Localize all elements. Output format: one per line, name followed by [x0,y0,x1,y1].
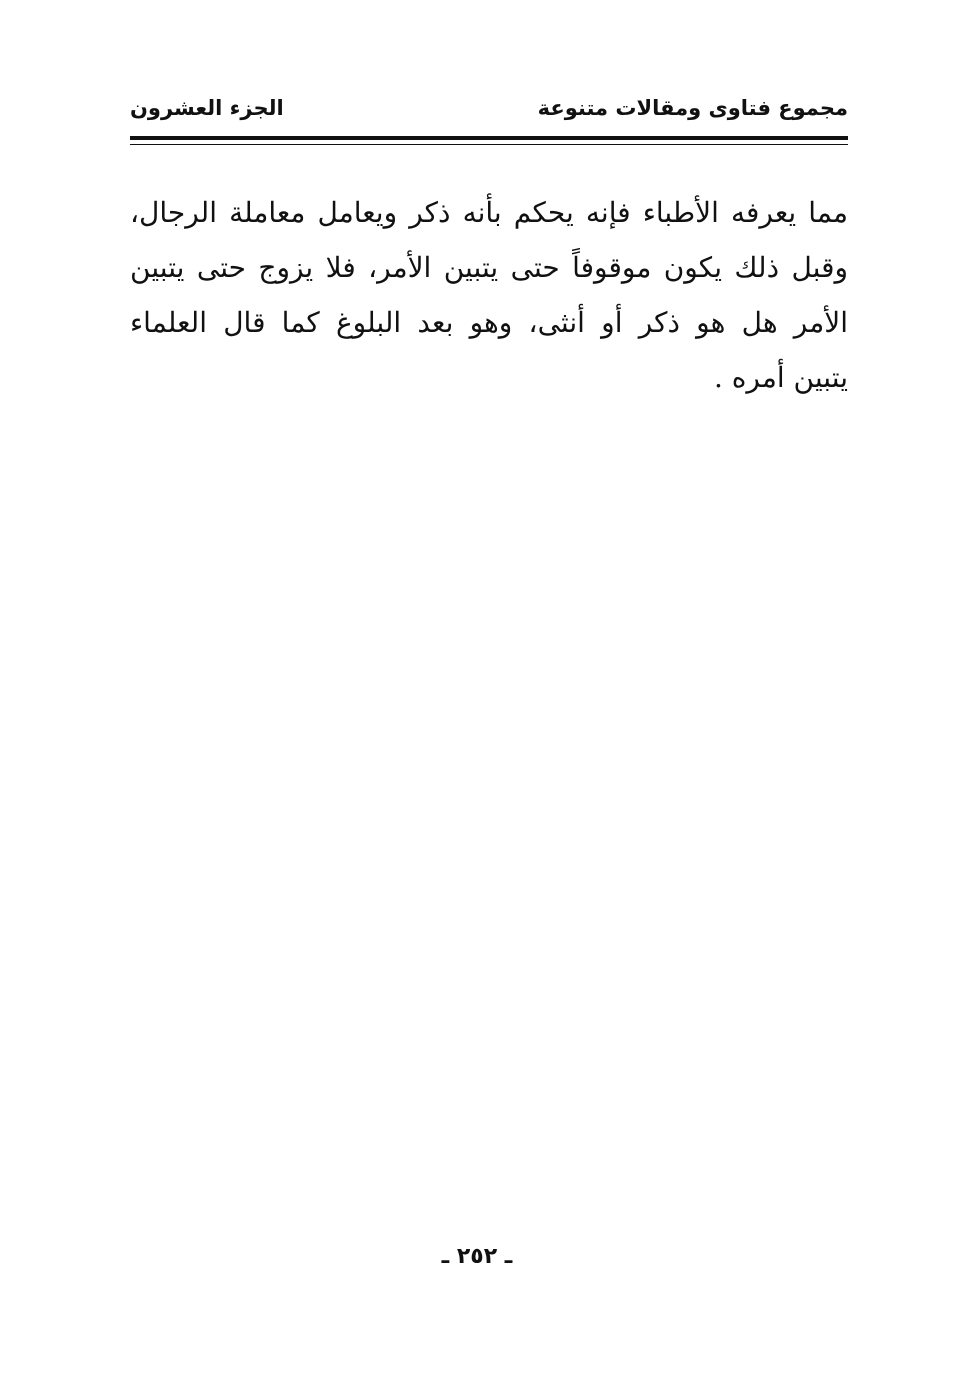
body-paragraph [130,185,848,405]
book-title: مجموع فتاوى ومقالات متنوعة [537,95,848,120]
body-line: يتبين أمره . [713,361,848,394]
page-number: ـ ٢٥٢ ـ [441,1244,513,1269]
body-line: الأمر هل هو ذكر أو أنثى، وهو بعد البلوغ كما قال العلماء [130,306,848,339]
volume-label: الجزء العشرون [130,95,284,120]
header-rule-thick [130,136,848,140]
header-rule-thin [130,144,848,145]
body-line: وقبل ذلك يكون موقوفاً حتى يتبين الأمر، فلا يزوج حتى يتبين [130,251,848,284]
body-line: مما يعرفه الأطباء فإنه يحكم بأنه ذكر ويعامل معاملة الرجال، [130,196,848,229]
running-header [130,88,848,128]
